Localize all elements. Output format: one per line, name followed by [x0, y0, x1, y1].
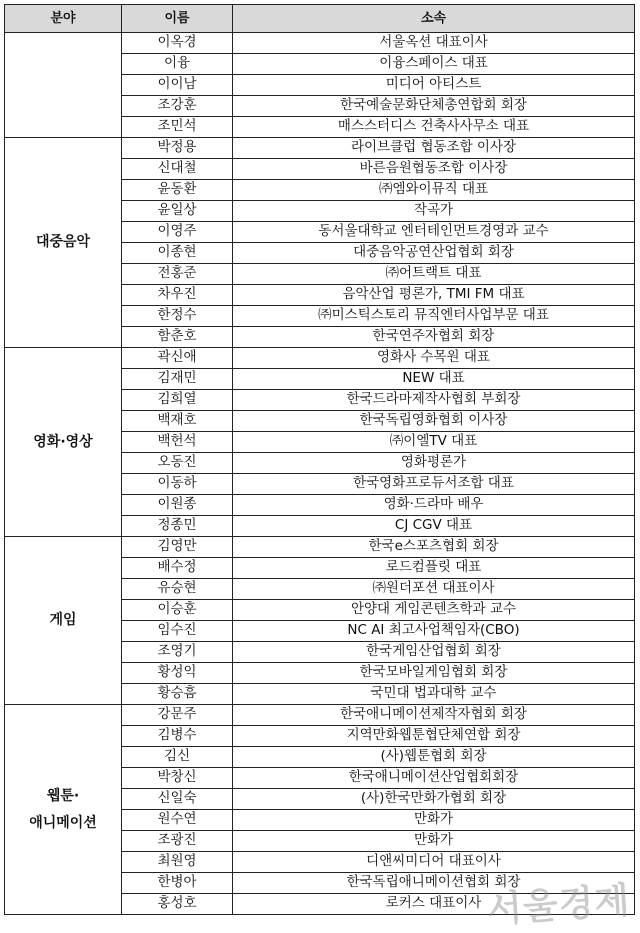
- table-row: [5, 138, 635, 159]
- member-name: 백재호: [122, 411, 233, 432]
- member-affiliation: 라이브클럽 협동조합 이사장: [233, 138, 635, 159]
- member-name: 이이남: [122, 75, 233, 96]
- member-affiliation: 안양대 게임콘텐츠학과 교수: [233, 600, 635, 621]
- member-name: 이승훈: [122, 600, 233, 621]
- member-affiliation: 한국애니메이션제작자협회 회장: [233, 705, 635, 726]
- member-name: 이원종: [122, 495, 233, 516]
- member-name: 박정용: [122, 138, 233, 159]
- table-row: [5, 33, 635, 54]
- member-name: 백헌석: [122, 432, 233, 453]
- category-music: 대중음악: [5, 138, 122, 348]
- member-name: 배수정: [122, 558, 233, 579]
- member-name: 박창신: [122, 768, 233, 789]
- member-name: 윤동환: [122, 180, 233, 201]
- member-name: 이영주: [122, 222, 233, 243]
- member-affiliation: 지역만화웹툰협단체연합 회장: [233, 726, 635, 747]
- member-name: 강문주: [122, 705, 233, 726]
- member-name: 원수연: [122, 810, 233, 831]
- member-affiliation: 만화가: [233, 810, 635, 831]
- member-affiliation: 로커스 대표이사: [233, 894, 635, 915]
- member-affiliation: 한국독립애니메이션협회 회장: [233, 873, 635, 894]
- member-name: 김신: [122, 747, 233, 768]
- member-affiliation: 음악산업 평론가, TMI FM 대표: [233, 285, 635, 306]
- table-row: [5, 537, 635, 558]
- member-name: 홍성호: [122, 894, 233, 915]
- member-affiliation: 작곡가: [233, 201, 635, 222]
- member-affiliation: 한국모바일게임협회 회장: [233, 663, 635, 684]
- member-affiliation: 영화사 수목원 대표: [233, 348, 635, 369]
- member-affiliation: 이융스페이스 대표: [233, 54, 635, 75]
- header-field: 분야: [5, 5, 122, 33]
- table-row: [5, 705, 635, 726]
- member-name: 조영기: [122, 642, 233, 663]
- member-name: 임수진: [122, 621, 233, 642]
- member-affiliation: 한국드라마제작사협회 부회장: [233, 390, 635, 411]
- member-affiliation: 디앤씨미디어 대표이사: [233, 852, 635, 873]
- member-name: 조민석: [122, 117, 233, 138]
- member-name: 이융: [122, 54, 233, 75]
- member-affiliation: 영화·드라마 배우: [233, 495, 635, 516]
- member-affiliation: 대중음악공연산업협회 회장: [233, 243, 635, 264]
- member-affiliation: 로드컴플릿 대표: [233, 558, 635, 579]
- member-affiliation: (사)한국만화가협회 회장: [233, 789, 635, 810]
- member-name: 김영만: [122, 537, 233, 558]
- member-name: 유승현: [122, 579, 233, 600]
- table-body: [5, 33, 635, 915]
- member-name: 조강훈: [122, 96, 233, 117]
- member-affiliation: 한국게임산업협회 회장: [233, 642, 635, 663]
- member-affiliation: 미디어 아티스트: [233, 75, 635, 96]
- header-row: [5, 5, 635, 33]
- header-affiliation: 소속: [233, 5, 635, 33]
- member-name: 정종민: [122, 516, 233, 537]
- member-affiliation: 한국독립영화협회 이사장: [233, 411, 635, 432]
- member-affiliation: 한국연주자협회 회장: [233, 327, 635, 348]
- member-affiliation: 한국e스포츠협회 회장: [233, 537, 635, 558]
- member-affiliation: 한국애니메이션산업협회회장: [233, 768, 635, 789]
- member-affiliation: 영화평론가: [233, 453, 635, 474]
- member-affiliation: ㈜이엘TV 대표: [233, 432, 635, 453]
- member-name: 함춘호: [122, 327, 233, 348]
- category-game: 게임: [5, 537, 122, 705]
- member-affiliation: (사)웹툰협회 회장: [233, 747, 635, 768]
- member-name: 곽신애: [122, 348, 233, 369]
- member-affiliation: 국민대 법과대학 교수: [233, 684, 635, 705]
- member-name: 한병아: [122, 873, 233, 894]
- member-name: 이옥경: [122, 33, 233, 54]
- member-name: 김병수: [122, 726, 233, 747]
- member-name: 최원영: [122, 852, 233, 873]
- member-affiliation: CJ CGV 대표: [233, 516, 635, 537]
- member-affiliation: ㈜원더포션 대표이사: [233, 579, 635, 600]
- member-affiliation: 서울옥션 대표이사: [233, 33, 635, 54]
- category-film: 영화·영상: [5, 348, 122, 537]
- member-affiliation: 만화가: [233, 831, 635, 852]
- member-name: 신일숙: [122, 789, 233, 810]
- member-name: 한정수: [122, 306, 233, 327]
- category-misc: [5, 33, 122, 138]
- member-name: 김희열: [122, 390, 233, 411]
- member-affiliation: ㈜어트랙트 대표: [233, 264, 635, 285]
- member-name: 신대철: [122, 159, 233, 180]
- member-name: 차우진: [122, 285, 233, 306]
- table-row: [5, 348, 635, 369]
- member-affiliation: ㈜미스틱스토리 뮤직엔터사업부문 대표: [233, 306, 635, 327]
- member-affiliation: NEW 대표: [233, 369, 635, 390]
- member-name: 황성익: [122, 663, 233, 684]
- member-affiliation: 매스스터디스 건축사사무소 대표: [233, 117, 635, 138]
- member-name: 오동진: [122, 453, 233, 474]
- member-affiliation: 한국영화프로듀서조합 대표: [233, 474, 635, 495]
- member-name: 윤일상: [122, 201, 233, 222]
- member-name: 김재민: [122, 369, 233, 390]
- member-affiliation: 동서울대학교 엔터테인먼트경영과 교수: [233, 222, 635, 243]
- watermark: 서울경제: [485, 880, 632, 931]
- member-affiliation: 한국예술문화단체총연합회 회장: [233, 96, 635, 117]
- committee-table: [4, 4, 635, 915]
- member-name: 이동하: [122, 474, 233, 495]
- member-name: 이종현: [122, 243, 233, 264]
- member-name: 전홍준: [122, 264, 233, 285]
- member-affiliation: NC AI 최고사업책임자(CBO): [233, 621, 635, 642]
- member-affiliation: 바른음원협동조합 이사장: [233, 159, 635, 180]
- member-name: 황승흠: [122, 684, 233, 705]
- header-name: 이름: [122, 5, 233, 33]
- category-webtoon: 웹툰· 애니메이션: [5, 705, 122, 915]
- member-affiliation: ㈜엠와이뮤직 대표: [233, 180, 635, 201]
- member-name: 조광진: [122, 831, 233, 852]
